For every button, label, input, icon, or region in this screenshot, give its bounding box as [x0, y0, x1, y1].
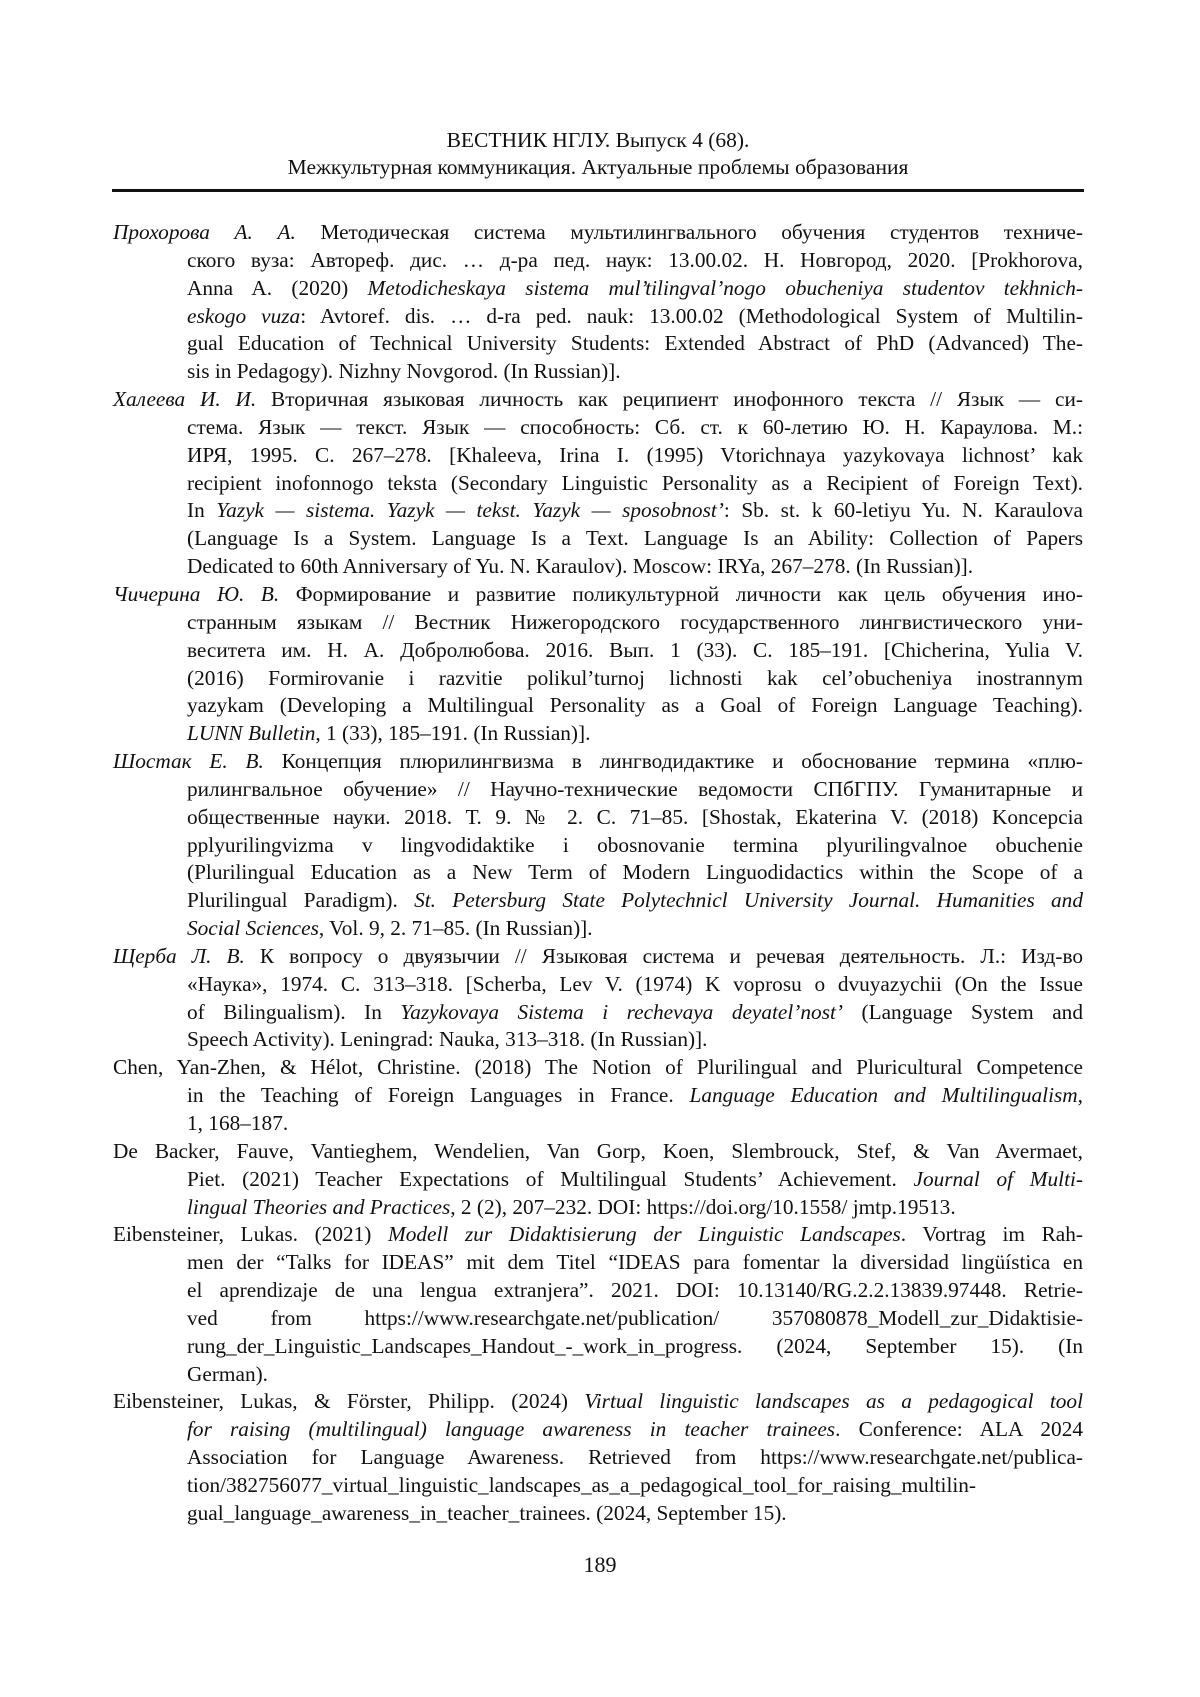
- text: gual Education of Technical University Students: Extended Abstract of PhD (Advanced) The-: [187, 331, 1083, 355]
- reference-line: [187, 525, 1083, 553]
- reference-line: [113, 943, 1083, 971]
- reference-line: [187, 804, 1083, 832]
- text: , 2 (2), 207–232. DOI: https://doi.org/10.1558/ jmtp.19513.: [450, 1195, 955, 1219]
- italic-text: Прохорова А. А.: [113, 220, 296, 244]
- text: Chen, Yan-Zhen, & Hélot, Christine. (2018) The Notion of Plurilingual and Pluricultural Competence: [113, 1055, 1083, 1079]
- reference-line: [187, 1333, 1083, 1361]
- reference-line: [187, 1110, 1083, 1138]
- italic-text: for raising (multilingual) language awareness in teacher trainees: [187, 1417, 835, 1441]
- reference-line: [113, 219, 1083, 247]
- reference-line: [187, 665, 1083, 693]
- reference-entry: [113, 1221, 1083, 1388]
- text: gual_language_awareness_in_teacher_trainees. (2024, September 15).: [187, 1501, 787, 1525]
- text: ского вуза: Автореф. дис. … д-ра пед. наук: 13.00.02. Н. Новгород, 2020. [Prokhorova,: [187, 248, 1083, 272]
- text: Piet. (2021) Teacher Expectations of Multilingual Students’ Achievement.: [187, 1167, 914, 1191]
- header-rule: [112, 189, 1084, 192]
- reference-line: [187, 1500, 1083, 1528]
- reference-line: [187, 887, 1083, 915]
- reference-line: [113, 1138, 1083, 1166]
- text: Формирование и развитие поликультурной личности как цель обучения ино-: [279, 582, 1083, 606]
- text: . Conference: ALA 2024: [835, 1417, 1083, 1441]
- reference-line: [187, 1472, 1083, 1500]
- reference-line: [187, 1305, 1083, 1333]
- reference-line: [187, 692, 1083, 720]
- text: (2016) Formirovanie i razvitie polikul’turnoj lichnosti kak cel’obucheniya inostrannym: [187, 666, 1083, 690]
- reference-line: [187, 1026, 1083, 1054]
- reference-line: [113, 1221, 1083, 1249]
- text: In: [187, 498, 216, 522]
- reference-line: [187, 247, 1083, 275]
- reference-line: [187, 358, 1083, 386]
- text: Вторичная языковая личность как реципиент инофонного текста // Язык — си-: [256, 387, 1083, 411]
- reference-entry: [113, 748, 1083, 943]
- text: el aprendizaje de una lengua extranjera”. 2021. DOI: 10.13140/RG.2.2.13839.97448. Retrie-: [187, 1278, 1083, 1302]
- text: К вопросу о двуязычии // Языковая система и речевая деятельность. Л.: Изд-во: [245, 944, 1083, 968]
- italic-text: Чичерина Ю. В.: [113, 582, 279, 606]
- text: странным языкам // Вестник Нижегородского государственного лингвистического уни-: [187, 610, 1083, 634]
- reference-line: [187, 553, 1083, 581]
- text: Методическая система мультилингвального обучения студентов техниче-: [296, 220, 1083, 244]
- journal-section: Межкультурная коммуникация. Актуальные проблемы образования: [113, 154, 1083, 181]
- text: Speech Activity). Leningrad: Nauka, 313–318. (In Russian)].: [187, 1027, 707, 1051]
- text: ved from https://www.researchgate.net/publication/ 357080878_Modell_zur_Didaktisie-: [187, 1306, 1083, 1330]
- text: Anna A. (2020): [187, 276, 368, 300]
- text: стема. Язык — текст. Язык — способность: Сб. ст. к 60-летию Ю. Н. Караулова. М.:: [187, 415, 1083, 439]
- reference-entry: [113, 1138, 1083, 1222]
- reference-entry: [113, 386, 1083, 581]
- text: of Bilingualism). In: [187, 1000, 400, 1024]
- text: Концепция плюрилингвизма в лингводидактике и обоснование термина «плю-: [264, 749, 1083, 773]
- text: Plurilingual Paradigm).: [187, 888, 414, 912]
- reference-line: [187, 1361, 1083, 1389]
- italic-text: eskogo vuza: [187, 304, 300, 328]
- text: (Language Is a System. Language Is a Text. Language Is an Ability: Collection of Papers: [187, 526, 1083, 550]
- italic-text: Щерба Л. В.: [113, 944, 245, 968]
- text: in the Teaching of Foreign Languages in France.: [187, 1083, 690, 1107]
- reference-line: [187, 999, 1083, 1027]
- reference-line: [187, 1249, 1083, 1277]
- text: , Vol. 9, 2. 71–85. (In Russian)].: [319, 916, 593, 940]
- italic-text: Metodicheskaya sistema mul’tilingval’nogo obucheniya studentov tekhnich-: [368, 276, 1083, 300]
- reference-line: [187, 915, 1083, 943]
- text: men der “Talks for IDEAS” mit dem Titel “IDEAS para fomentar la diversidad lingüística en: [187, 1250, 1083, 1274]
- text: sis in Pedagogy). Nizhny Novgorod. (In Russian)].: [187, 359, 621, 383]
- text: tion/382756077_virtual_linguistic_landscapes_as_a_pedagogical_tool_for_raising_multilin-: [187, 1473, 976, 1497]
- text: : Avtoref. dis. … d-ra ped. nauk: 13.00.02 (Methodological System of Multilin-: [300, 304, 1083, 328]
- text: рилингвальное обучение» // Научно-технические ведомости СПбГПУ. Гуманитарные и: [187, 777, 1083, 801]
- italic-text: Халеева И. И.: [113, 387, 256, 411]
- text: : Sb. st. k 60-letiyu Yu. N. Karaulova: [724, 498, 1083, 522]
- italic-text: Virtual linguistic landscapes as a pedagogical tool: [584, 1389, 1083, 1413]
- running-header: [113, 127, 1083, 181]
- reference-line: [187, 497, 1083, 525]
- text: ИРЯ, 1995. С. 267–278. [Khaleeva, Irina I. (1995) Vtorichnaya yazykovaya lichnost’ kak: [187, 443, 1083, 467]
- reference-line: [187, 442, 1083, 470]
- italic-text: LUNN Bulletin: [187, 721, 315, 745]
- reference-line: [187, 776, 1083, 804]
- italic-text: Yazyk — sistema. Yazyk — tekst. Yazyk — sposobnost’: [216, 498, 724, 522]
- text: De Backer, Fauve, Vantieghem, Wendelien, Van Gorp, Koen, Slembrouck, Stef, & Van Avermaet,: [113, 1139, 1083, 1163]
- text: German).: [187, 1362, 268, 1386]
- reference-entry: [113, 943, 1083, 1054]
- reference-line: [187, 1277, 1083, 1305]
- reference-list: [113, 219, 1083, 1528]
- reference-line: [187, 1416, 1083, 1444]
- reference-entry: [113, 1388, 1083, 1527]
- reference-line: [113, 386, 1083, 414]
- text: yazykam (Developing a Multilingual Personality as a Goal of Foreign Language Teaching).: [187, 693, 1083, 717]
- italic-text: Social Sciences: [187, 916, 319, 940]
- text: (Plurilingual Education as a New Term of Modern Linguodidactics within the Scope of a: [187, 860, 1083, 884]
- text: «Наука», 1974. С. 313–318. [Scherba, Lev V. (1974) K voprosu o dvuyazychii (On the Issue: [187, 972, 1083, 996]
- reference-line: [187, 720, 1083, 748]
- reference-entry: [113, 219, 1083, 386]
- reference-line: [187, 1444, 1083, 1472]
- italic-text: Шостак Е. В.: [113, 749, 264, 773]
- reference-line: [187, 609, 1083, 637]
- text: Eibensteiner, Lukas. (2021): [113, 1222, 388, 1246]
- text: Association for Language Awareness. Retrieved from https://www.researchgate.net/publica-: [187, 1445, 1083, 1469]
- reference-line: [187, 414, 1083, 442]
- reference-line: [187, 1082, 1083, 1110]
- text: Dedicated to 60th Anniversary of Yu. N. Karaulov). Moscow: IRYa, 267–278. (In Russian)].: [187, 554, 973, 578]
- reference-line: [113, 581, 1083, 609]
- italic-text: Journal of Multi-: [914, 1167, 1084, 1191]
- text: Eibensteiner, Lukas, & Förster, Philipp. (2024): [113, 1389, 584, 1413]
- italic-text: St. Petersburg State Polytechnicl University Journal. Humanities and: [414, 888, 1083, 912]
- text: . Vortrag im Rah-: [901, 1222, 1083, 1246]
- text: pplyurilingvizma v lingvodidaktike i obosnovanie termina plyurilingvalnoe obuchenie: [187, 833, 1083, 857]
- text: ,: [1078, 1083, 1083, 1107]
- italic-text: lingual Theories and Practices: [187, 1195, 450, 1219]
- italic-text: Yazykovaya Sistema i rechevaya deyatel’nost’: [400, 1000, 843, 1024]
- italic-text: Language Education and Multilingualism: [690, 1083, 1078, 1107]
- page-number: 189: [0, 1552, 1200, 1578]
- reference-line: [187, 470, 1083, 498]
- text: веситета им. Н. А. Добролюбова. 2016. Вып. 1 (33). С. 185–191. [Chicherina, Yulia V.: [187, 638, 1083, 662]
- reference-line: [113, 1388, 1083, 1416]
- reference-line: [187, 1166, 1083, 1194]
- reference-line: [187, 330, 1083, 358]
- text: 1, 168–187.: [187, 1111, 288, 1135]
- reference-line: [187, 637, 1083, 665]
- reference-line: [187, 859, 1083, 887]
- reference-entry: [113, 581, 1083, 748]
- text: rung_der_Linguistic_Landscapes_Handout_-_work_in_progress. (2024, September 15). (In: [187, 1334, 1083, 1358]
- reference-line: [187, 303, 1083, 331]
- text: (Language System and: [843, 1000, 1083, 1024]
- reference-line: [113, 1054, 1083, 1082]
- reference-line: [187, 832, 1083, 860]
- reference-entry: [113, 1054, 1083, 1138]
- reference-line: [187, 1194, 1083, 1222]
- reference-line: [187, 275, 1083, 303]
- italic-text: Modell zur Didaktisierung der Linguistic Landscapes: [388, 1222, 901, 1246]
- text: общественные науки. 2018. Т. 9. № 2. С. 71–85. [Shostak, Ekaterina V. (2018) Koncepcia: [187, 805, 1083, 829]
- reference-line: [187, 971, 1083, 999]
- reference-line: [113, 748, 1083, 776]
- journal-title: ВЕСТНИК НГЛУ. Выпуск 4 (68).: [113, 127, 1083, 154]
- text: , 1 (33), 185–191. (In Russian)].: [315, 721, 590, 745]
- text: recipient inofonnogo teksta (Secondary Linguistic Personality as a Recipient of Foreign Text).: [187, 471, 1083, 495]
